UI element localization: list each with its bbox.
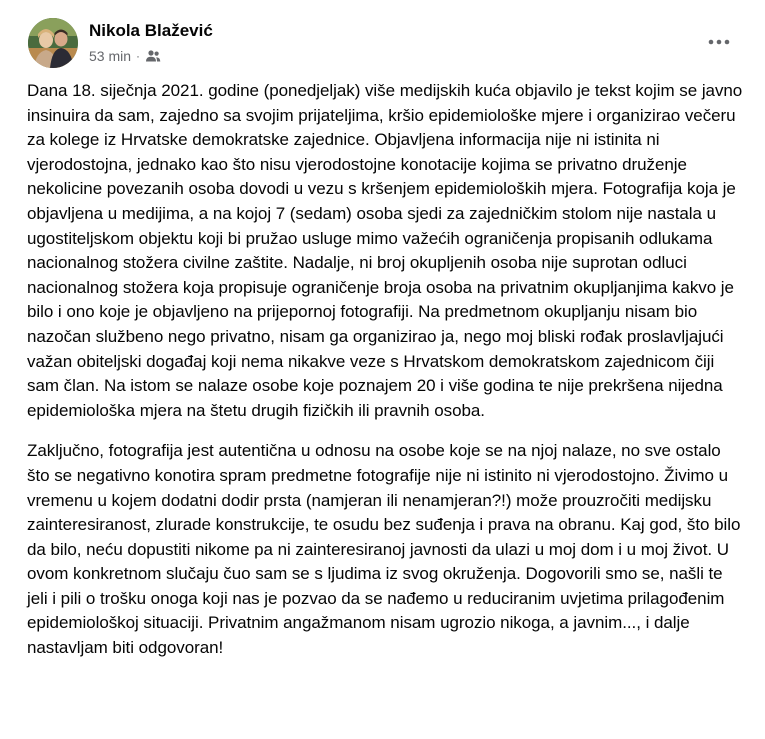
post-paragraph: Zaključno, fotografija jest autentična u odnosu na osobe koje se na njoj nalaze, no sve ostalo što se negativno konotira spram predmetne fotografije nije ni istinito ni vjerodostojno. Živimo u vremenu u kojem dodatni dodir prsta (namjeran ili nenamjeran?!) može prouzročiti medijsku zainteresiranost, zlurade konstrukcije, te osudu bez suđenja i prava na obranu. Kaj god, što bilo da bilo, neću dopustiti nikome pa ni zainteresiranoj javnosti da ulazi u moj dom i u moj život. U ovom konkretnom slučaju čuo sam se s ljudima iz svog okruženja. Dogovorili smo se, našli te jeli i pili o trošku onoga koji nas je pozvao da se nađemo u reduciranim uvjetima prilagođenim epidemiološkoj situaciji. Privatnim angažmanom nisam ugrozio nikoga, a javnim..., i dalje nastavljam biti odgovoran!: [27, 441, 741, 658]
more-options-icon: [708, 39, 730, 45]
post-time[interactable]: 53 min: [89, 48, 132, 64]
more-options-button[interactable]: [701, 24, 737, 60]
author-name[interactable]: Nikola Blažević: [89, 21, 213, 40]
meta-separator: ·: [136, 49, 141, 63]
author-avatar[interactable]: [28, 18, 78, 68]
post-meta: [89, 48, 161, 64]
post-header: [28, 14, 737, 74]
post-body: [27, 79, 743, 661]
post-paragraph: Dana 18. siječnja 2021. godine (ponedjeljak) više medijskih kuća objavilo je tekst kojim se javno insinuira da sam, zajedno sa svojim prijateljima, kršio epidemiološke mjere i organizirao večeru za kolege iz Hrvatske demokratske zajednice. Objavljena informacija nije ni istinita ni vjerodostojna, jednako kao što nisu vjerodostojne konotacije kojima se privatno druženje nekolicine povezanih osoba dovodi u vezu s kršenjem epidemioloških mjera. Fotografija koja je objavljena u medijima, a na kojoj 7 (sedam) osoba sjedi za zajedničkim stolom nije nastala u ugostiteljskom objektu koji bi pružao usluge mimo važećih ograničenja propisanih odlukama nacionalnog stožera civilne zaštite. Nadalje, ni broj okupljenih osoba nije suprotan odluci nacionalnog stožera koja propisuje ograničenje broja osoba na privatnim okupljanjima kakvo je bilo i ono koje je objavljeno na prijepornoj fotografiji. Na predmetnom okupljanju nisam bio nazočan službeno nego privatno, nisam ga organizirao ja, nego moj bliski rođak proslavljajući važan obiteljski događaj koji nema nikakve veze s Hrvatskom demokratskom zajednicom čiji sam član. Na istom se nalaze osobe koje poznajem 20 i više godina te nije prekršena nijedna epidemiološka mjera na štetu drugih fizičkih ili pravnih osoba.: [27, 81, 743, 420]
profile-photo-icon: [28, 18, 78, 68]
friends-icon[interactable]: [145, 49, 161, 63]
